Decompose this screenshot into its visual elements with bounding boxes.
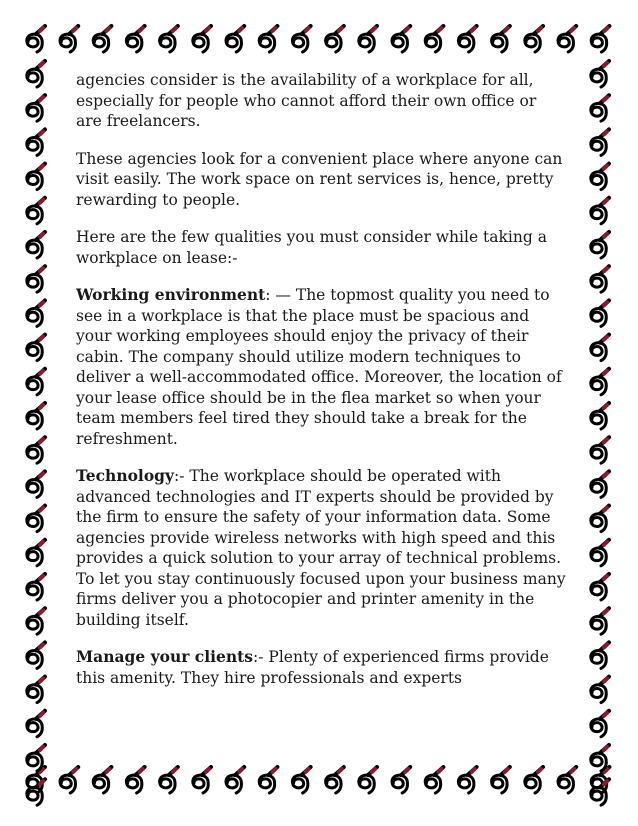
border-ornament-icon <box>60 767 78 793</box>
border-ornament-icon <box>591 574 609 600</box>
border-ornament-icon <box>591 471 609 497</box>
border-ornament-icon <box>93 767 111 793</box>
border-ornament-icon <box>591 711 609 737</box>
border-ornament-icon <box>27 540 45 566</box>
border-ornament-icon <box>27 335 45 361</box>
document-body <box>76 70 566 705</box>
border-ornament-icon <box>458 767 476 793</box>
border-ornament-icon <box>27 574 45 600</box>
section-working-environment <box>76 285 566 449</box>
border-ornament-icon <box>326 26 344 52</box>
border-ornament-icon <box>591 540 609 566</box>
border-ornament-icon <box>591 608 609 634</box>
border-ornament-icon <box>27 300 45 326</box>
section-separator: :- <box>174 467 190 485</box>
border-ornament-icon <box>591 129 609 155</box>
paragraph-agencies: These agencies look for a convenient place where anyone can visit easily. The work space on rent services is, hence, pretty rewarding to people. <box>76 149 563 209</box>
border-ornament-icon <box>558 26 576 52</box>
border-ornament-icon <box>259 26 277 52</box>
border-ornament-icon <box>126 26 144 52</box>
border-ornament-icon <box>160 767 178 793</box>
section-technology <box>76 466 566 630</box>
border-ornament-icon <box>126 767 144 793</box>
border-ornament-icon <box>27 745 45 771</box>
border-ornament-icon <box>525 767 543 793</box>
border-ornament-icon <box>591 95 609 121</box>
border-ornament-icon <box>359 26 377 52</box>
border-ornament-icon <box>425 767 443 793</box>
section-body-manage-clients: Plenty of experienced firms provide this amenity. They hire professionals and experts <box>76 648 549 687</box>
border-ornament-icon <box>591 677 609 703</box>
border-ornament-icon <box>27 711 45 737</box>
border-ornament-icon <box>27 95 45 121</box>
section-heading-manage-clients: Manage your clients <box>76 647 254 666</box>
border-ornament-icon <box>525 26 543 52</box>
border-ornament-icon <box>292 26 310 52</box>
border-ornament-icon <box>591 745 609 771</box>
section-body-technology: The workplace should be operated with advanced technologies and IT experts should be provided by the firm to ensure the safety of your information data. Some agencies provide wireless networks with high speed and this provides a quick solution to your array of technical problems. To let you stay continuously focused upon your business many firms deliver you a photocopier and printer amenity in the building itself. <box>76 467 566 629</box>
border-ornament-icon <box>193 767 211 793</box>
border-ornament-icon <box>591 232 609 258</box>
border-ornament-icon <box>591 300 609 326</box>
section-manage-clients <box>76 647 566 688</box>
border-ornament-icon <box>591 506 609 532</box>
border-ornament-icon <box>591 61 609 87</box>
section-separator: :- <box>253 648 269 666</box>
paragraph-intro-continued: agencies consider is the availability of a workplace for all, especially for people who cannot afford their own office or are freelancers. <box>76 71 537 130</box>
border-ornament-icon <box>27 471 45 497</box>
border-ornament-icon <box>27 164 45 190</box>
border-ornament-icon <box>458 26 476 52</box>
border-ornament-icon <box>591 437 609 463</box>
border-ornament-icon <box>27 779 45 805</box>
border-ornament-icon <box>27 26 45 52</box>
border-ornament-icon <box>27 403 45 429</box>
paragraph-qualities-intro: Here are the few qualities you must consider while taking a workplace on lease:- <box>76 228 547 267</box>
border-ornament-icon <box>425 26 443 52</box>
border-ornament-icon <box>93 26 111 52</box>
border-ornament-icon <box>558 767 576 793</box>
border-ornament-icon <box>226 26 244 52</box>
border-ornament-icon <box>591 198 609 224</box>
border-ornament-icon <box>27 266 45 292</box>
border-ornament-icon <box>193 26 211 52</box>
border-ornament-icon <box>60 26 78 52</box>
border-ornament-icon <box>27 608 45 634</box>
border-ornament-icon <box>591 164 609 190</box>
border-ornament-icon <box>392 767 410 793</box>
border-ornament-icon <box>591 335 609 361</box>
border-ornament-icon <box>591 642 609 668</box>
border-ornament-icon <box>591 266 609 292</box>
border-ornament-icon <box>226 767 244 793</box>
border-ornament-icon <box>591 26 609 52</box>
border-ornament-icon <box>27 369 45 395</box>
border-ornament-icon <box>326 767 344 793</box>
section-separator: : — <box>265 286 296 304</box>
border-ornament-icon <box>591 369 609 395</box>
border-ornament-icon <box>359 767 377 793</box>
border-ornament-icon <box>27 129 45 155</box>
section-body-working-environment: The topmost quality you need to see in a workplace is that the place must be spacious and your working employees should enjoy the privacy of their cabin. The company should utilize modern techniques to deliver a well-accommodated office. Moreover, the location of your lease office should be in the flea market so when your team members feel tired they should take a break for the refreshment. <box>76 286 562 448</box>
border-ornament-icon <box>292 767 310 793</box>
border-ornament-icon <box>27 506 45 532</box>
border-ornament-icon <box>492 26 510 52</box>
border-ornament-icon <box>259 767 277 793</box>
border-ornament-icon <box>27 437 45 463</box>
border-ornament-icon <box>160 26 178 52</box>
section-heading-working-environment: Working environment <box>76 285 266 304</box>
border-ornament-icon <box>27 232 45 258</box>
border-ornament-icon <box>27 61 45 87</box>
section-heading-technology: Technology <box>76 466 175 485</box>
border-ornament-icon <box>27 642 45 668</box>
border-ornament-icon <box>27 198 45 224</box>
border-ornament-icon <box>392 26 410 52</box>
border-ornament-icon <box>591 403 609 429</box>
border-ornament-icon <box>27 677 45 703</box>
border-ornament-icon <box>492 767 510 793</box>
